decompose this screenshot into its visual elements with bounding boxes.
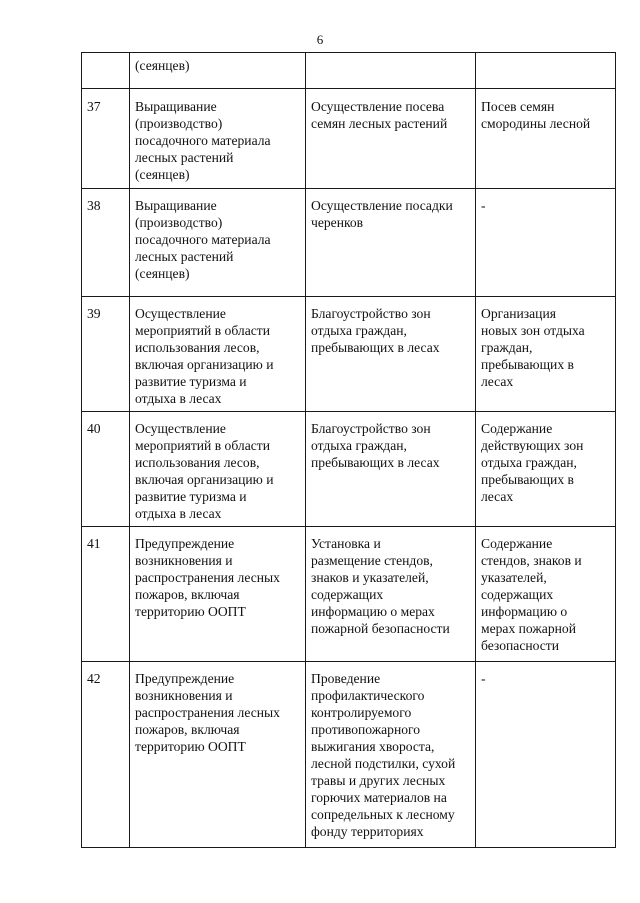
object-description: - (481, 671, 486, 686)
object-cell (476, 527, 616, 662)
row-number: 38 (87, 198, 101, 213)
forestry-works-table (81, 52, 616, 848)
row-number-cell (82, 412, 130, 527)
table-row (82, 89, 616, 189)
row-number-cell (82, 662, 130, 848)
object-cell (476, 297, 616, 412)
work-cell (306, 662, 476, 848)
page-number: 6 (316, 32, 324, 47)
table-row (82, 527, 616, 662)
activity-type-cell (130, 527, 306, 662)
row-number: 41 (87, 536, 101, 551)
activity-type: Выращивание (производство) посадочного материала лесных растений (сеянцев) (135, 99, 271, 182)
row-number-cell (82, 297, 130, 412)
work-description: Установка и размещение стендов, знаков и указателей, содержащих информацию о мерах пожарной безопасности (311, 536, 450, 636)
work-cell (306, 297, 476, 412)
object-cell (476, 412, 616, 527)
work-description: Благоустройство зон отдыха граждан, пребывающих в лесах (311, 421, 440, 470)
activity-type: (сеянцев) (135, 58, 190, 73)
table-row (82, 412, 616, 527)
object-description: Организация новых зон отдыха граждан, пребывающих в лесах (481, 306, 585, 389)
object-description: Содержание действующих зон отдыха граждан, пребывающих в лесах (481, 421, 584, 504)
object-cell (476, 662, 616, 848)
object-description: Посев семян смородины лесной (481, 99, 591, 131)
object-cell (476, 89, 616, 189)
table-row (82, 189, 616, 297)
work-cell (306, 89, 476, 189)
object-description: - (481, 198, 486, 213)
table-row (82, 297, 616, 412)
row-number: 39 (87, 306, 101, 321)
work-cell (306, 53, 476, 89)
row-number: 42 (87, 671, 101, 686)
work-description: Осуществление посадки черенков (311, 198, 453, 230)
work-cell (306, 189, 476, 297)
activity-type-cell (130, 297, 306, 412)
activity-type-cell (130, 412, 306, 527)
activity-type: Предупреждение возникновения и распространения лесных пожаров, включая территорию ООПТ (135, 536, 280, 619)
object-cell (476, 53, 616, 89)
activity-type: Предупреждение возникновения и распространения лесных пожаров, включая территорию ООПТ (135, 671, 280, 754)
work-cell (306, 527, 476, 662)
activity-type: Осуществление мероприятий в области использования лесов, включая организацию и развитие туризма и отдыха в лесах (135, 421, 274, 521)
activity-type: Выращивание (производство) посадочного материала лесных растений (сеянцев) (135, 198, 271, 281)
row-number-cell (82, 89, 130, 189)
activity-type-cell (130, 89, 306, 189)
row-number: 40 (87, 421, 101, 436)
work-description: Проведение профилактического контролируемого противопожарного выжигания хвороста, лесной подстилки, сухой травы и других лесных горючих материалов на сопредельных к лесному фонду территориях (311, 671, 456, 839)
table-row-continuation (82, 53, 616, 89)
table-row (82, 662, 616, 848)
row-number-cell (82, 527, 130, 662)
work-cell (306, 412, 476, 527)
activity-type-cell (130, 189, 306, 297)
activity-type: Осуществление мероприятий в области использования лесов, включая организацию и развитие туризма и отдыха в лесах (135, 306, 274, 406)
object-description: Содержание стендов, знаков и указателей, содержащих информацию о мерах пожарной безопасности (481, 536, 582, 653)
activity-type-cell (130, 662, 306, 848)
row-number-cell (82, 53, 130, 89)
object-cell (476, 189, 616, 297)
work-description: Благоустройство зон отдыха граждан, пребывающих в лесах (311, 306, 440, 355)
row-number-cell (82, 189, 130, 297)
activity-type-cell (130, 53, 306, 89)
row-number: 37 (87, 99, 101, 114)
work-description: Осуществление посева семян лесных растений (311, 99, 448, 131)
